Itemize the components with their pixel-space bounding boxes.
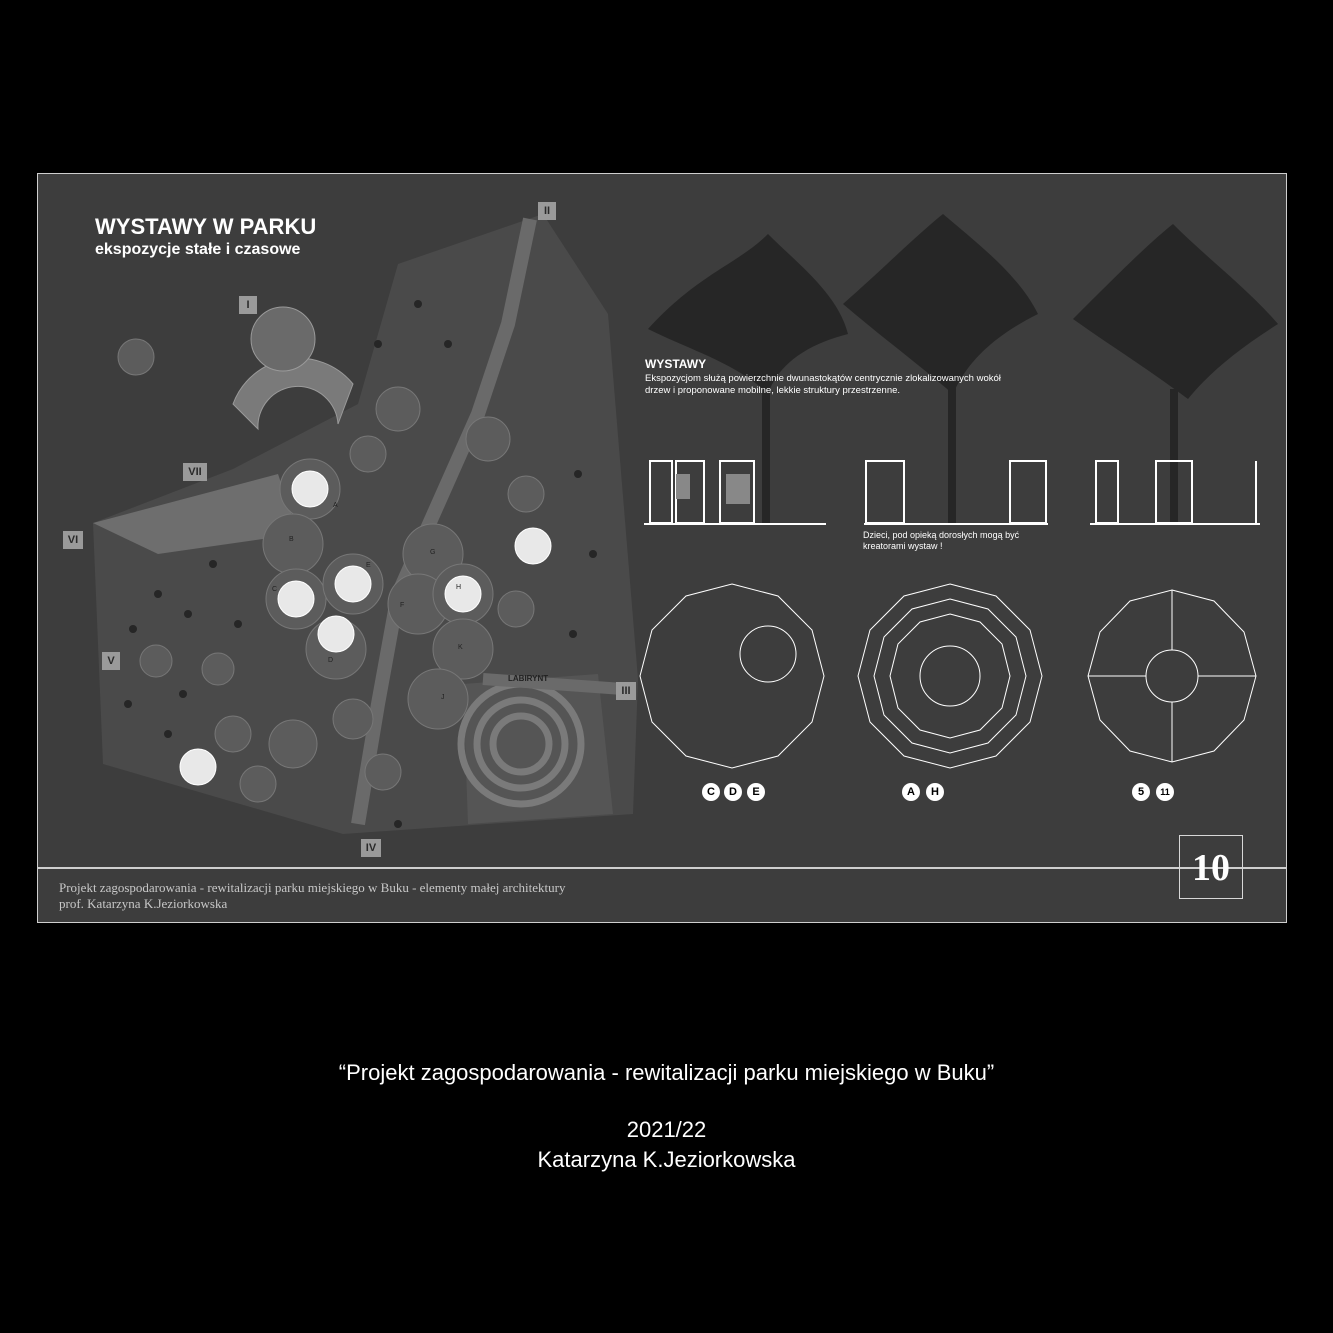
page-number: 10 [1179, 835, 1243, 899]
plan-letter-b: B [289, 536, 294, 543]
plan-letter-f: F [400, 602, 405, 609]
labyrinth-label: LABIRYNT [508, 674, 549, 683]
plan-letter-h: H [456, 584, 462, 591]
diagram-tag-5: 5 [1132, 783, 1150, 801]
plan-letter-g: G [430, 549, 436, 556]
zone-label-iv: IV [361, 839, 381, 857]
caption-author: Katarzyna K.Jeziorkowska [537, 1147, 796, 1172]
plan-letter-e: E [366, 562, 371, 569]
section-title: WYSTAWY [645, 357, 707, 371]
presentation-board [37, 173, 1287, 923]
plan-letter-j: J [441, 694, 445, 701]
diagram-tag-c: C [702, 783, 720, 801]
footer-line-2: prof. Katarzyna K.Jeziorkowska [59, 896, 228, 911]
diagram-tag-11: 11 [1156, 783, 1174, 801]
zone-label-vii: VII [183, 463, 207, 481]
plan-letter-c: C [272, 586, 278, 593]
section-description: Ekspozycjom służą powierzchnie dwunastokątów centrycznie zlokalizowanych wokół drzew i proponowane mobilne, lekkie struktury przestrzenne. [645, 373, 1001, 396]
plan-letter-d: D [328, 657, 334, 664]
footer-divider [38, 867, 1286, 869]
diagram-tag-e: E [747, 783, 765, 801]
children-note: Dzieci, pod opieką dorosłych mogą być kreatorami wystaw ! [863, 530, 1020, 551]
elevation-panels [676, 474, 750, 504]
park-plan-drawing [38, 174, 1288, 924]
amphitheatre [233, 307, 353, 429]
board-subtitle: ekspozycje stałe i czasowe [95, 241, 301, 258]
board-title: WYSTAWY W PARKU [95, 214, 317, 239]
plan-letter-a: A [333, 502, 338, 509]
zone-label-iii: III [616, 682, 636, 700]
diagram-tag-d: D [724, 783, 742, 801]
zone-label-ii: II [538, 202, 556, 220]
footer-line-1: Projekt zagospodarowania - rewitalizacji parku miejskiego w Buku - elementy małej architektury [59, 880, 566, 895]
labyrinth [461, 674, 623, 824]
plan-letter-k: K [458, 644, 463, 651]
caption-year: 2021/22 [626, 1117, 707, 1142]
diagram-tag-a: A [902, 783, 920, 801]
zone-label-vi: VI [63, 531, 83, 549]
zone-label-i: I [239, 296, 257, 314]
dodecagon-diagrams [640, 584, 1256, 768]
zone-label-v: V [102, 652, 120, 670]
caption-title: “Projekt zagospodarowania - rewitalizacji parku miejskiego w Buku” [338, 1060, 995, 1085]
diagram-tag-h: H [926, 783, 944, 801]
